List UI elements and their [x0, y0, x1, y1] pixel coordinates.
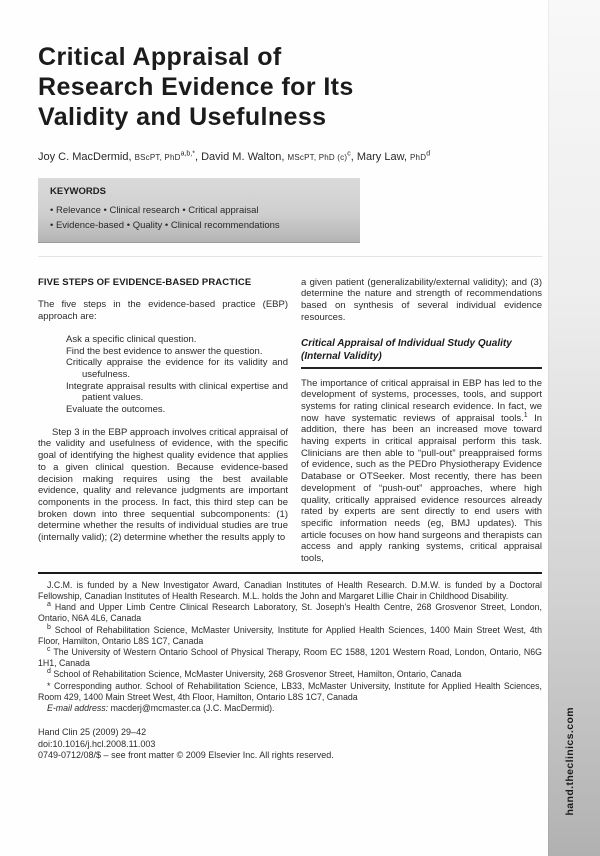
title-line-1: Critical Appraisal of [38, 43, 282, 71]
author-credentials: MScPT, PhD (c) [287, 152, 348, 162]
title-line-2: Research Evidence for Its [38, 73, 354, 101]
keywords-line-1: • Relevance • Clinical research • Critical appraisal [50, 204, 259, 216]
affiliation-superscript: d [426, 150, 431, 158]
affiliation-superscript: a,b,* [180, 150, 195, 158]
author-name: Joy C. MacDermid, [38, 150, 135, 163]
affiliation-superscript: c [347, 150, 351, 158]
ebp-step-item: Evaluate the outcomes. [66, 404, 166, 416]
body-paragraph-appraisal [301, 378, 542, 565]
affiliation-text: School of Rehabilitation Science, McMaster University, Institute for Applied Health Sciences, 1400 Main Street West, 4th Floor, Hamilton, Ontario L8S 1C7, Canada [38, 624, 542, 646]
body-columns [38, 277, 542, 565]
paragraph-text: The importance of critical appraisal in EBP has led to the development of systems, processes, tools, and support systems for rating clinical research evidence. In fact, we now have systematic reviews of appraisal tools. [301, 377, 542, 424]
affiliation-text: Hand and Upper Limb Centre Clinical Research Laboratory, St. Joseph's Health Centre, 268 Grosvenor Street, London, Ontario, N6A 4L6, Canada [38, 602, 542, 624]
corresponding-author-note [38, 681, 542, 703]
journal-copyright: 0749-0712/08/$ – see front matter © 2009 Elsevier Inc. All rights reserved. [38, 750, 334, 761]
section-heading-five-steps: FIVE STEPS OF EVIDENCE-BASED PRACTICE [38, 276, 252, 288]
journal-website-vertical-text: hand.theclinics.com [564, 707, 576, 816]
body-paragraph-step3: Step 3 in the EBP approach involves critical appraisal of the validity and usefulness of evidence, with the specific goal of identifying the highest quality evidence that applies to a given clinical question. Because evidence-based decision making requires using the best available evidence, quality and relevance judgments are important components in the process. In fact, this third step can be broken down into three sequential subcomponents: (1) determine whether the results of individual studies are true (internally valid); (2) determine whether the results apply to [38, 426, 288, 544]
keywords-line-2: • Evidence-based • Quality • Clinical recommendations [50, 219, 280, 231]
continued-paragraph: a given patient (generalizability/external validity); and (3) determine the nature and strength of recommendations based on synthesis of several individual evidence resources. [301, 276, 542, 323]
affiliation-marker: b [47, 623, 51, 631]
corresponding-text: Corresponding author. School of Rehabilitation Science, LB33, McMaster University, Institute for Applied Health Sciences, Room 429, 1400 Main Street West, 4th Floor, Hamilton, Ontario L8S 1C7, Canada [38, 680, 542, 702]
affiliation-marker: c [47, 646, 51, 654]
affiliation-text: School of Rehabilitation Science, McMaster University, 268 Grosvenor Street, Hamilton, Ontario, Canada [50, 669, 462, 680]
author-credentials: PhD [410, 152, 427, 162]
intro-paragraph: The five steps in the evidence-based practice (EBP) approach are: [38, 299, 288, 323]
author-name: , David M. Walton, [195, 150, 288, 163]
keywords-box [38, 178, 360, 243]
page-content [38, 0, 542, 762]
affiliation-a [38, 602, 542, 624]
affiliation-b [38, 625, 542, 647]
right-column [301, 277, 542, 565]
corresponding-marker: * [47, 680, 51, 691]
email-suffix: (J.C. MacDermid). [200, 703, 275, 714]
affiliation-marker: a [47, 601, 51, 609]
affiliation-marker: d [47, 668, 51, 676]
article-title [38, 42, 542, 132]
left-column [38, 277, 288, 565]
paragraph-text: In addition, there has been an increased move toward having experts in critical appraisal perform this task. Clinicians are then able to “pull-out” preappraised forms of evidence, such as the PEDro Physiotherapy Evidence Database or OTSeeker. Most recently, there has been development of “push-out” approaches, where high quality, critically appraised evidence resources already rated by experts are sent directly to end users with specific information needs (eg, BMJ updates). This article focuses on how hand surgeons and therapists can access and apply ranking systems, critical appraisal tools, [301, 412, 543, 565]
title-line-3: Validity and Usefulness [38, 103, 327, 131]
keywords-heading: KEYWORDS [50, 185, 106, 197]
email-link[interactable]: macderj@mcmaster.ca [108, 703, 201, 714]
affiliation-c [38, 647, 542, 669]
author-byline [38, 149, 468, 166]
journal-citation: Hand Clin 25 (2009) 29–42 [38, 727, 147, 738]
ebp-step-item: Find the best evidence to answer the question. [66, 345, 263, 357]
email-line [38, 703, 542, 714]
affiliation-d [38, 669, 542, 680]
header-divider [38, 256, 542, 257]
affiliation-text: The University of Western Ontario School of Physical Therapy, Room EC 1588, 1201 Western Road, London, Ontario, N6G 1H1, Canada [38, 647, 542, 669]
reference-superscript: 1 [523, 411, 528, 419]
section-heading-critical-appraisal: Critical Appraisal of Individual Study Quality (Internal Validity) [301, 337, 542, 369]
ebp-steps-list [38, 334, 288, 416]
journal-side-strip [548, 0, 600, 856]
journal-doi: doi:10.1016/j.hcl.2008.11.003 [38, 738, 156, 749]
footnote-block [38, 572, 542, 714]
funding-note: J.C.M. is funded by a New Investigator Award, Canadian Institutes of Health Research. D.M.W. is funded by a Doctoral Fellowship, Canadian Institutes of Health Research. M.L. holds the John and Margaret Lillie Chair in Childhood Disability. [38, 579, 542, 602]
ebp-step-item: Integrate appraisal results with clinical expertise and patient values. [66, 380, 288, 404]
ebp-step-item: Ask a specific clinical question. [66, 333, 197, 345]
email-label: E-mail address: [47, 703, 109, 714]
author-credentials: BScPT, PhD [134, 152, 181, 162]
journal-info-block [38, 727, 542, 762]
author-name: , Mary Law, [350, 150, 411, 163]
ebp-step-item: Critically appraise the evidence for its validity and usefulness. [66, 357, 288, 380]
